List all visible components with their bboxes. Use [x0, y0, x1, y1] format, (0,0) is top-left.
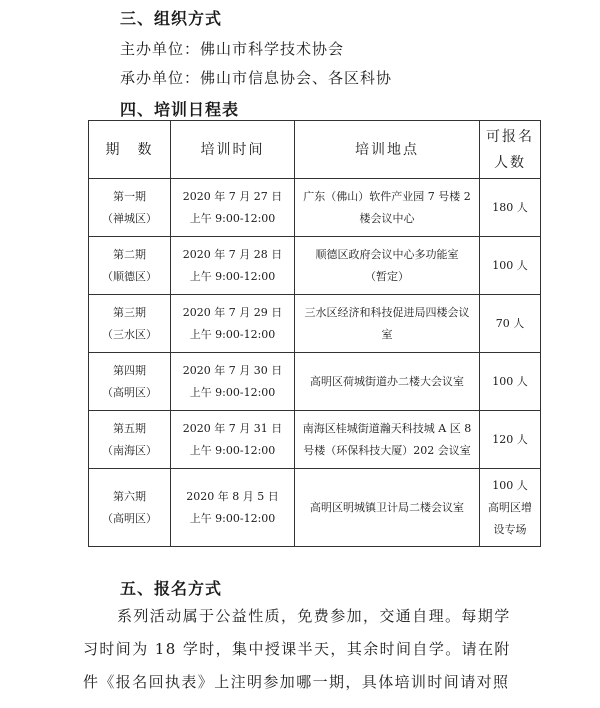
period-cell-period: 第二期	[113, 247, 146, 261]
section3-heading: 三、组织方式	[120, 9, 223, 28]
period-cell-district: （禅城区）	[102, 211, 157, 225]
location-cell-loc1: 高明区荷城街道办二楼大会议室	[310, 374, 464, 388]
capacity-cell-cap1: 70 人	[495, 316, 525, 330]
time-cell-date: 2020 年 7 月 27 日	[182, 189, 283, 203]
time-cell	[171, 237, 295, 295]
organizer-line: 主办单位：佛山市科学技术协会	[120, 40, 345, 58]
period-cell	[89, 237, 171, 295]
period-cell-period: 第一期	[113, 189, 146, 203]
time-cell-date: 2020 年 7 月 31 日	[182, 421, 283, 435]
location-cell-loc1: 广东（佛山）软件产业园 7 号楼 2	[303, 189, 471, 203]
table-row	[89, 411, 541, 469]
capacity-cell	[480, 353, 541, 411]
header-capacity	[480, 121, 541, 179]
capacity-cell	[480, 411, 541, 469]
period-cell	[89, 295, 171, 353]
header-location: 培训地点	[295, 121, 480, 179]
time-cell-slot: 上午 9:00-12:00	[189, 385, 276, 399]
location-cell	[295, 353, 480, 411]
period-cell-period: 第六期	[113, 489, 146, 503]
para-line-1: 系列活动属于公益性质，免费参加，交通自理。每期学	[117, 607, 511, 625]
header-capacity-line1: 可报名	[486, 128, 534, 145]
location-cell	[295, 469, 480, 547]
capacity-cell	[480, 179, 541, 237]
period-cell	[89, 411, 171, 469]
table-row	[89, 469, 541, 547]
location-cell-loc1: 南海区桂城街道瀚天科技城 A 区 8	[302, 421, 472, 435]
section5-heading: 五、报名方式	[120, 579, 223, 598]
capacity-cell	[480, 295, 541, 353]
time-cell	[171, 353, 295, 411]
time-cell	[171, 469, 295, 547]
para-line-2: 习时间为 18 学时，集中授课半天，其余时间自学。请在附	[83, 640, 511, 658]
training-schedule-table	[88, 120, 541, 547]
time-cell-slot: 上午 9:00-12:00	[189, 511, 276, 525]
table-row	[89, 353, 541, 411]
capacity-cell	[480, 469, 541, 547]
period-cell	[89, 353, 171, 411]
para-line-3: 件《报名回执表》上注明参加哪一期，具体培训时间请对照	[83, 673, 510, 691]
period-cell	[89, 469, 171, 547]
capacity-cell-cap1: 100 人	[492, 374, 528, 388]
capacity-cell-cap1: 180 人	[492, 200, 528, 214]
time-cell-slot: 上午 9:00-12:00	[189, 443, 276, 457]
location-cell-loc2: 室	[381, 327, 393, 341]
capacity-cell-cap1: 120 人	[492, 432, 528, 446]
time-cell	[171, 295, 295, 353]
table-row	[89, 179, 541, 237]
table-row	[89, 295, 541, 353]
table-row	[89, 237, 541, 295]
header-capacity-line2: 人数	[494, 154, 526, 171]
location-cell-loc2: （暂定）	[365, 269, 409, 283]
period-cell	[89, 179, 171, 237]
capacity-cell-cap1: 100 人	[492, 478, 528, 492]
header-period: 期 数	[89, 121, 171, 179]
time-cell-slot: 上午 9:00-12:00	[189, 269, 276, 283]
time-cell	[171, 411, 295, 469]
time-cell	[171, 179, 295, 237]
table-header-row	[89, 121, 541, 179]
header-time: 培训时间	[171, 121, 295, 179]
period-cell-district: （三水区）	[102, 327, 157, 341]
period-cell-district: （高明区）	[102, 511, 157, 525]
period-cell-period: 第三期	[113, 305, 146, 319]
time-cell-date: 2020 年 7 月 29 日	[182, 305, 283, 319]
period-cell-period: 第五期	[113, 421, 146, 435]
location-cell-loc1: 顺德区政府会议中心多功能室	[315, 247, 459, 261]
period-cell-period: 第四期	[113, 363, 146, 377]
location-cell-loc2: 号楼（环保科技大厦）202 会议室	[303, 443, 471, 457]
period-cell-district: （南海区）	[102, 443, 157, 457]
period-cell-district: （高明区）	[102, 385, 157, 399]
time-cell-date: 2020 年 7 月 28 日	[182, 247, 283, 261]
time-cell-date: 2020 年 8 月 5 日	[186, 489, 279, 503]
time-cell-slot: 上午 9:00-12:00	[189, 211, 276, 225]
location-cell-loc1: 三水区经济和科技促进局四楼会议	[304, 305, 470, 319]
capacity-cell	[480, 237, 541, 295]
section4-heading: 四、培训日程表	[120, 100, 240, 119]
time-cell-slot: 上午 9:00-12:00	[189, 327, 276, 341]
location-cell	[295, 295, 480, 353]
registration-paragraph	[83, 600, 523, 699]
location-cell-loc1: 高明区明城镇卫计局二楼会议室	[310, 500, 464, 514]
capacity-cell-cap3: 设专场	[493, 522, 527, 536]
host-line: 承办单位：佛山市信息协会、各区科协	[120, 69, 393, 87]
time-cell-date: 2020 年 7 月 30 日	[182, 363, 283, 377]
period-cell-district: （顺德区）	[102, 269, 157, 283]
capacity-cell-cap1: 100 人	[492, 258, 528, 272]
location-cell-loc2: 楼会议中心	[359, 211, 415, 225]
location-cell	[295, 411, 480, 469]
location-cell	[295, 179, 480, 237]
location-cell	[295, 237, 480, 295]
capacity-cell-cap2: 高明区增	[488, 500, 532, 514]
